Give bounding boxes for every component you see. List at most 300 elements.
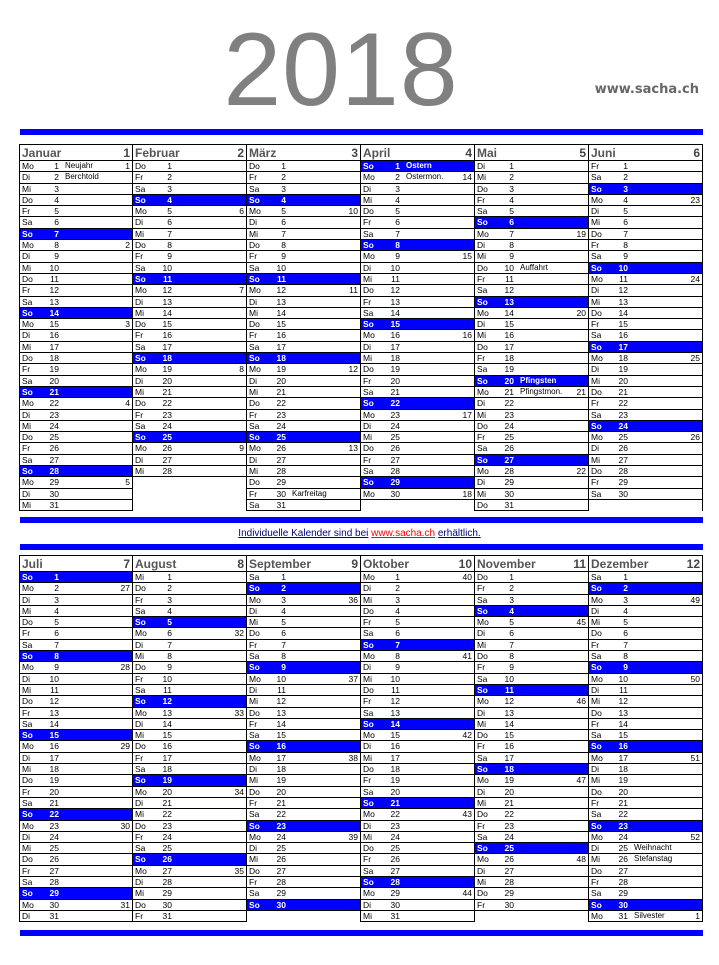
- day-row: [361, 297, 474, 308]
- day-row: [20, 500, 132, 511]
- weekday-label: So: [22, 809, 33, 820]
- weekday-label: Do: [135, 240, 146, 251]
- day-number: 4: [509, 605, 514, 616]
- weekday-label: Sa: [135, 605, 146, 616]
- weekday-label: Do: [591, 707, 602, 718]
- day-row: [133, 753, 246, 764]
- day-number: 6: [54, 217, 59, 228]
- day-row: [133, 229, 246, 240]
- weekday-label: Do: [249, 786, 260, 797]
- weekday-label: Sa: [591, 572, 602, 582]
- day-row: [589, 775, 702, 786]
- day-number: 18: [618, 764, 628, 775]
- day-number: 6: [395, 217, 400, 228]
- day-row: [361, 696, 474, 707]
- weekday-label: Mo: [363, 888, 375, 899]
- day-row: [133, 798, 246, 809]
- day-row: [133, 696, 246, 707]
- weekday-label: Mi: [135, 809, 144, 820]
- weekday-label: Sa: [135, 262, 146, 273]
- weekday-label: Di: [591, 364, 600, 375]
- weekday-label: Fr: [249, 488, 258, 499]
- day-row: [247, 696, 360, 707]
- weekday-label: Fr: [363, 296, 372, 307]
- day-number: 1: [623, 572, 628, 582]
- day-row: [20, 741, 132, 752]
- weekday-label: Do: [477, 183, 488, 194]
- month-header: [361, 144, 474, 161]
- weekday-label: Sa: [22, 454, 33, 465]
- day-number: 27: [504, 454, 514, 465]
- day-number: 27: [49, 454, 59, 465]
- weekday-label: So: [363, 319, 374, 330]
- weekday-label: Fr: [477, 820, 486, 831]
- day-number: 28: [276, 466, 286, 477]
- day-number: 17: [390, 752, 400, 763]
- day-number: 1: [167, 161, 172, 171]
- weekday-label: Mi: [363, 273, 372, 284]
- day-number: 29: [276, 477, 286, 488]
- day-number: 12: [618, 285, 628, 296]
- day-number: 5: [509, 206, 514, 217]
- week-number: 2: [125, 240, 130, 251]
- week-number: 40: [462, 572, 472, 582]
- day-row: [475, 489, 588, 500]
- day-row: [20, 854, 132, 865]
- weekday-label: Di: [591, 684, 600, 695]
- day-row: [475, 843, 588, 854]
- weekday-label: Mo: [477, 854, 489, 865]
- weekday-label: Mi: [249, 617, 258, 628]
- day-row: [133, 821, 246, 832]
- weekday-label: Di: [363, 183, 372, 194]
- weekday-label: Mi: [135, 572, 144, 582]
- day-row: [475, 866, 588, 877]
- weekday-label: Mo: [22, 398, 34, 409]
- day-row: [247, 240, 360, 251]
- day-row: [475, 387, 588, 398]
- week-number: 26: [690, 432, 700, 443]
- holiday-label: Pfingstmon.: [520, 386, 563, 396]
- week-number: 28: [120, 662, 130, 673]
- weekday-label: Fr: [363, 454, 372, 465]
- day-row: [475, 455, 588, 466]
- day-number: 22: [390, 809, 400, 820]
- day-number: 22: [618, 809, 628, 820]
- day-number: 30: [276, 899, 286, 910]
- day-number: 22: [276, 809, 286, 820]
- day-number: 8: [281, 240, 286, 251]
- day-number: 11: [163, 684, 172, 695]
- day-row: [475, 764, 588, 775]
- day-row: [133, 443, 246, 454]
- day-row: [133, 866, 246, 877]
- weekday-label: So: [363, 240, 374, 251]
- weekday-label: So: [249, 432, 260, 443]
- day-row: [20, 798, 132, 809]
- day-row: [247, 195, 360, 206]
- month-number: 1: [123, 145, 130, 160]
- weekday-label: Do: [591, 228, 602, 239]
- day-number: 16: [618, 741, 628, 752]
- weekday-label: Di: [477, 628, 486, 639]
- day-number: 13: [276, 707, 286, 718]
- weekday-label: Fr: [135, 673, 144, 684]
- week-number: 6: [239, 206, 244, 217]
- weekday-label: Fr: [363, 375, 372, 386]
- weekday-label: Sa: [477, 752, 488, 763]
- day-number: 13: [162, 707, 172, 718]
- day-number: 14: [276, 307, 286, 318]
- day-row: [20, 877, 132, 888]
- weekday-label: Do: [591, 307, 602, 318]
- day-row: [247, 398, 360, 409]
- weekday-label: Mo: [591, 353, 603, 364]
- weekday-label: Fr: [477, 273, 486, 284]
- day-row: [589, 251, 702, 262]
- day-number: 2: [623, 583, 628, 594]
- weekday-label: Sa: [363, 466, 374, 477]
- day-row: [475, 809, 588, 820]
- day-number: 16: [49, 741, 59, 752]
- day-number: 21: [162, 386, 172, 397]
- day-row: [589, 572, 702, 583]
- day-number: 13: [504, 296, 514, 307]
- day-row: [475, 662, 588, 673]
- top-rule: [20, 129, 703, 135]
- month-number: 2: [237, 145, 244, 160]
- month-number: 11: [573, 556, 586, 571]
- day-row: [589, 606, 702, 617]
- weekday-label: So: [363, 398, 374, 409]
- day-number: 30: [618, 899, 628, 910]
- day-row: [20, 753, 132, 764]
- day-number: 30: [390, 488, 400, 499]
- weekday-label: Fr: [249, 797, 258, 808]
- weekday-label: Mo: [363, 809, 375, 820]
- weekday-label: Di: [249, 843, 258, 854]
- weekday-label: Di: [363, 899, 372, 910]
- weekday-label: So: [591, 183, 602, 194]
- weekday-label: Do: [363, 443, 374, 454]
- day-number: 31: [504, 499, 514, 510]
- day-row: [589, 662, 702, 673]
- day-row: [133, 432, 246, 443]
- day-number: 25: [618, 843, 628, 854]
- day-row: [589, 330, 702, 341]
- day-number: 22: [390, 398, 400, 409]
- day-row: [133, 674, 246, 685]
- day-number: 11: [391, 273, 400, 284]
- day-number: 7: [281, 639, 286, 650]
- promo-text-before: Individuelle Kalender sind bei: [238, 528, 369, 539]
- day-row: [133, 730, 246, 741]
- day-number: 3: [395, 594, 400, 605]
- day-number: 3: [509, 594, 514, 605]
- weekday-label: Do: [477, 572, 488, 582]
- weekday-label: Sa: [591, 730, 602, 741]
- day-row: [589, 376, 702, 387]
- day-row: [589, 410, 702, 421]
- day-row: [589, 206, 702, 217]
- weekday-label: Do: [477, 420, 488, 431]
- weekday-label: Mo: [135, 707, 147, 718]
- weekday-label: So: [249, 820, 260, 831]
- day-number: 20: [504, 375, 514, 386]
- day-number: 5: [281, 617, 286, 628]
- weekday-label: Mi: [591, 617, 600, 628]
- day-row: [247, 787, 360, 798]
- day-row: [247, 421, 360, 432]
- weekday-label: So: [249, 583, 260, 594]
- day-number: 25: [618, 432, 628, 443]
- day-row: [361, 432, 474, 443]
- weekday-label: Fr: [591, 718, 600, 729]
- day-number: 11: [391, 684, 400, 695]
- weekday-label: Do: [363, 364, 374, 375]
- month-name: Januar: [22, 145, 62, 160]
- day-number: 8: [623, 651, 628, 662]
- week-number: 44: [462, 888, 472, 899]
- day-row: [20, 330, 132, 341]
- weekday-label: Do: [477, 730, 488, 741]
- day-number: 27: [49, 865, 59, 876]
- day-row: [589, 730, 702, 741]
- weekday-label: So: [363, 161, 374, 171]
- day-number: 23: [618, 820, 628, 831]
- day-number: 23: [504, 820, 514, 831]
- day-row: [133, 410, 246, 421]
- day-number: 15: [504, 319, 514, 330]
- day-number: 1: [281, 572, 286, 582]
- weekday-label: Mo: [591, 831, 603, 842]
- weekday-label: Mo: [591, 194, 603, 205]
- weekday-label: Fr: [135, 251, 144, 262]
- day-number: 16: [162, 741, 172, 752]
- weekday-label: Do: [135, 741, 146, 752]
- day-number: 9: [395, 662, 400, 673]
- weekday-label: Do: [591, 628, 602, 639]
- day-row: [20, 251, 132, 262]
- weekday-label: Di: [135, 877, 144, 888]
- week-number: 25: [690, 353, 700, 364]
- day-number: 15: [504, 730, 514, 741]
- weekday-label: Di: [135, 718, 144, 729]
- day-number: 12: [49, 285, 59, 296]
- day-row: [20, 206, 132, 217]
- day-number: 27: [504, 865, 514, 876]
- day-row: [475, 500, 588, 511]
- day-number: 14: [49, 307, 59, 318]
- day-number: 15: [49, 730, 59, 741]
- day-number: 1: [623, 161, 628, 171]
- weekday-label: Mi: [477, 172, 486, 183]
- day-row: [361, 572, 474, 583]
- day-number: 28: [390, 466, 400, 477]
- month-oktober: [361, 555, 475, 922]
- day-number: 17: [49, 341, 59, 352]
- day-number: 21: [276, 797, 286, 808]
- day-row: [20, 161, 132, 172]
- weekday-label: Mo: [22, 662, 34, 673]
- day-number: 23: [618, 409, 628, 420]
- weekday-label: Mi: [22, 684, 31, 695]
- day-row: [20, 477, 132, 488]
- week-number: 13: [348, 443, 358, 454]
- day-row: [133, 651, 246, 662]
- weekday-label: Di: [22, 594, 31, 605]
- weekday-label: Sa: [249, 183, 260, 194]
- day-number: 10: [618, 262, 628, 273]
- day-number: 11: [505, 684, 514, 695]
- day-number: 27: [618, 865, 628, 876]
- week-number: 7: [239, 285, 244, 296]
- weekday-label: So: [363, 877, 374, 888]
- day-row: [361, 854, 474, 865]
- day-number: 6: [509, 217, 514, 228]
- weekday-label: Mi: [22, 499, 31, 510]
- day-row: [133, 900, 246, 911]
- day-number: 9: [54, 251, 59, 262]
- day-row: [247, 877, 360, 888]
- month-name: Mai: [477, 145, 498, 160]
- day-row: [247, 888, 360, 899]
- weekday-label: Mo: [477, 775, 489, 786]
- weekday-label: Mi: [22, 262, 31, 273]
- weekday-label: Fr: [22, 285, 31, 296]
- weekday-label: Sa: [477, 206, 488, 217]
- day-number: 27: [276, 865, 286, 876]
- day-row: [589, 753, 702, 764]
- day-number: 20: [390, 786, 400, 797]
- day-row: [475, 240, 588, 251]
- month-header: [475, 144, 588, 161]
- promo-link[interactable]: www.sacha.ch: [371, 528, 436, 539]
- day-row: [361, 240, 474, 251]
- month-number: 9: [351, 556, 358, 571]
- day-row: [475, 285, 588, 296]
- day-row: [133, 640, 246, 651]
- day-row: [475, 297, 588, 308]
- day-number: 20: [162, 375, 172, 386]
- day-number: 9: [281, 662, 286, 673]
- day-number: 23: [390, 820, 400, 831]
- weekday-label: Mo: [477, 386, 489, 397]
- day-number: 5: [509, 617, 514, 628]
- day-number: 9: [167, 662, 172, 673]
- weekday-label: Fr: [135, 330, 144, 341]
- day-number: 1: [54, 572, 59, 582]
- weekday-label: Mi: [591, 296, 600, 307]
- month-header: [133, 144, 246, 161]
- weekday-label: Mi: [477, 251, 486, 262]
- month-header: [589, 555, 702, 572]
- day-number: 8: [395, 651, 400, 662]
- holiday-label: Karfreitag: [292, 488, 327, 498]
- day-number: 17: [504, 341, 514, 352]
- day-row: [589, 398, 702, 409]
- day-row: [247, 832, 360, 843]
- day-row: [20, 821, 132, 832]
- day-number: 18: [618, 353, 628, 364]
- weekday-label: Do: [249, 319, 260, 330]
- day-number: 27: [162, 454, 172, 465]
- week-number: 12: [348, 364, 358, 375]
- weekday-label: Sa: [249, 730, 260, 741]
- weekday-label: Mi: [22, 605, 31, 616]
- weekday-label: So: [363, 797, 374, 808]
- weekday-label: Mi: [591, 454, 600, 465]
- weekday-label: Sa: [135, 684, 146, 695]
- day-number: 24: [504, 831, 514, 842]
- weekday-label: So: [135, 273, 146, 284]
- weekday-label: Fr: [135, 594, 144, 605]
- day-row: [475, 888, 588, 899]
- day-number: 16: [390, 330, 400, 341]
- weekday-label: Mo: [249, 673, 261, 684]
- day-row: [589, 172, 702, 183]
- day-number: 19: [618, 775, 628, 786]
- day-row: [133, 308, 246, 319]
- day-row: [20, 640, 132, 651]
- day-row: [247, 809, 360, 820]
- day-row: [361, 798, 474, 809]
- day-row: [475, 877, 588, 888]
- month-header: [20, 144, 132, 161]
- weekday-label: Di: [135, 296, 144, 307]
- weekday-label: Fr: [363, 854, 372, 865]
- weekday-label: Sa: [591, 172, 602, 183]
- day-number: 8: [395, 240, 400, 251]
- day-number: 5: [167, 617, 172, 628]
- weekday-label: So: [591, 262, 602, 273]
- day-row: [361, 161, 474, 172]
- day-row: [589, 229, 702, 240]
- day-row: [20, 297, 132, 308]
- day-row: [361, 376, 474, 387]
- weekday-label: Sa: [591, 809, 602, 820]
- weekday-label: Mi: [363, 353, 372, 364]
- promo-line: [0, 528, 719, 539]
- day-row: [475, 466, 588, 477]
- day-row: [361, 764, 474, 775]
- day-row: [20, 900, 132, 911]
- day-row: [247, 308, 360, 319]
- weekday-label: Mi: [477, 639, 486, 650]
- day-number: 15: [162, 319, 172, 330]
- day-row: [361, 628, 474, 639]
- day-row: [361, 911, 474, 922]
- day-row: [361, 821, 474, 832]
- day-number: 2: [281, 583, 286, 594]
- day-number: 3: [167, 183, 172, 194]
- day-row: [361, 617, 474, 628]
- weekday-label: Mo: [22, 319, 34, 330]
- day-row: [475, 719, 588, 730]
- day-number: 26: [504, 443, 514, 454]
- day-number: 15: [49, 319, 59, 330]
- day-number: 27: [162, 865, 172, 876]
- day-row: [247, 217, 360, 228]
- weekday-label: Di: [477, 398, 486, 409]
- weekday-label: Fr: [249, 877, 258, 888]
- day-number: 8: [281, 651, 286, 662]
- weekday-label: Sa: [363, 228, 374, 239]
- month-name: Oktober: [363, 556, 410, 571]
- weekday-label: Do: [135, 583, 146, 594]
- day-number: 26: [618, 443, 628, 454]
- week-number: 1: [695, 910, 700, 921]
